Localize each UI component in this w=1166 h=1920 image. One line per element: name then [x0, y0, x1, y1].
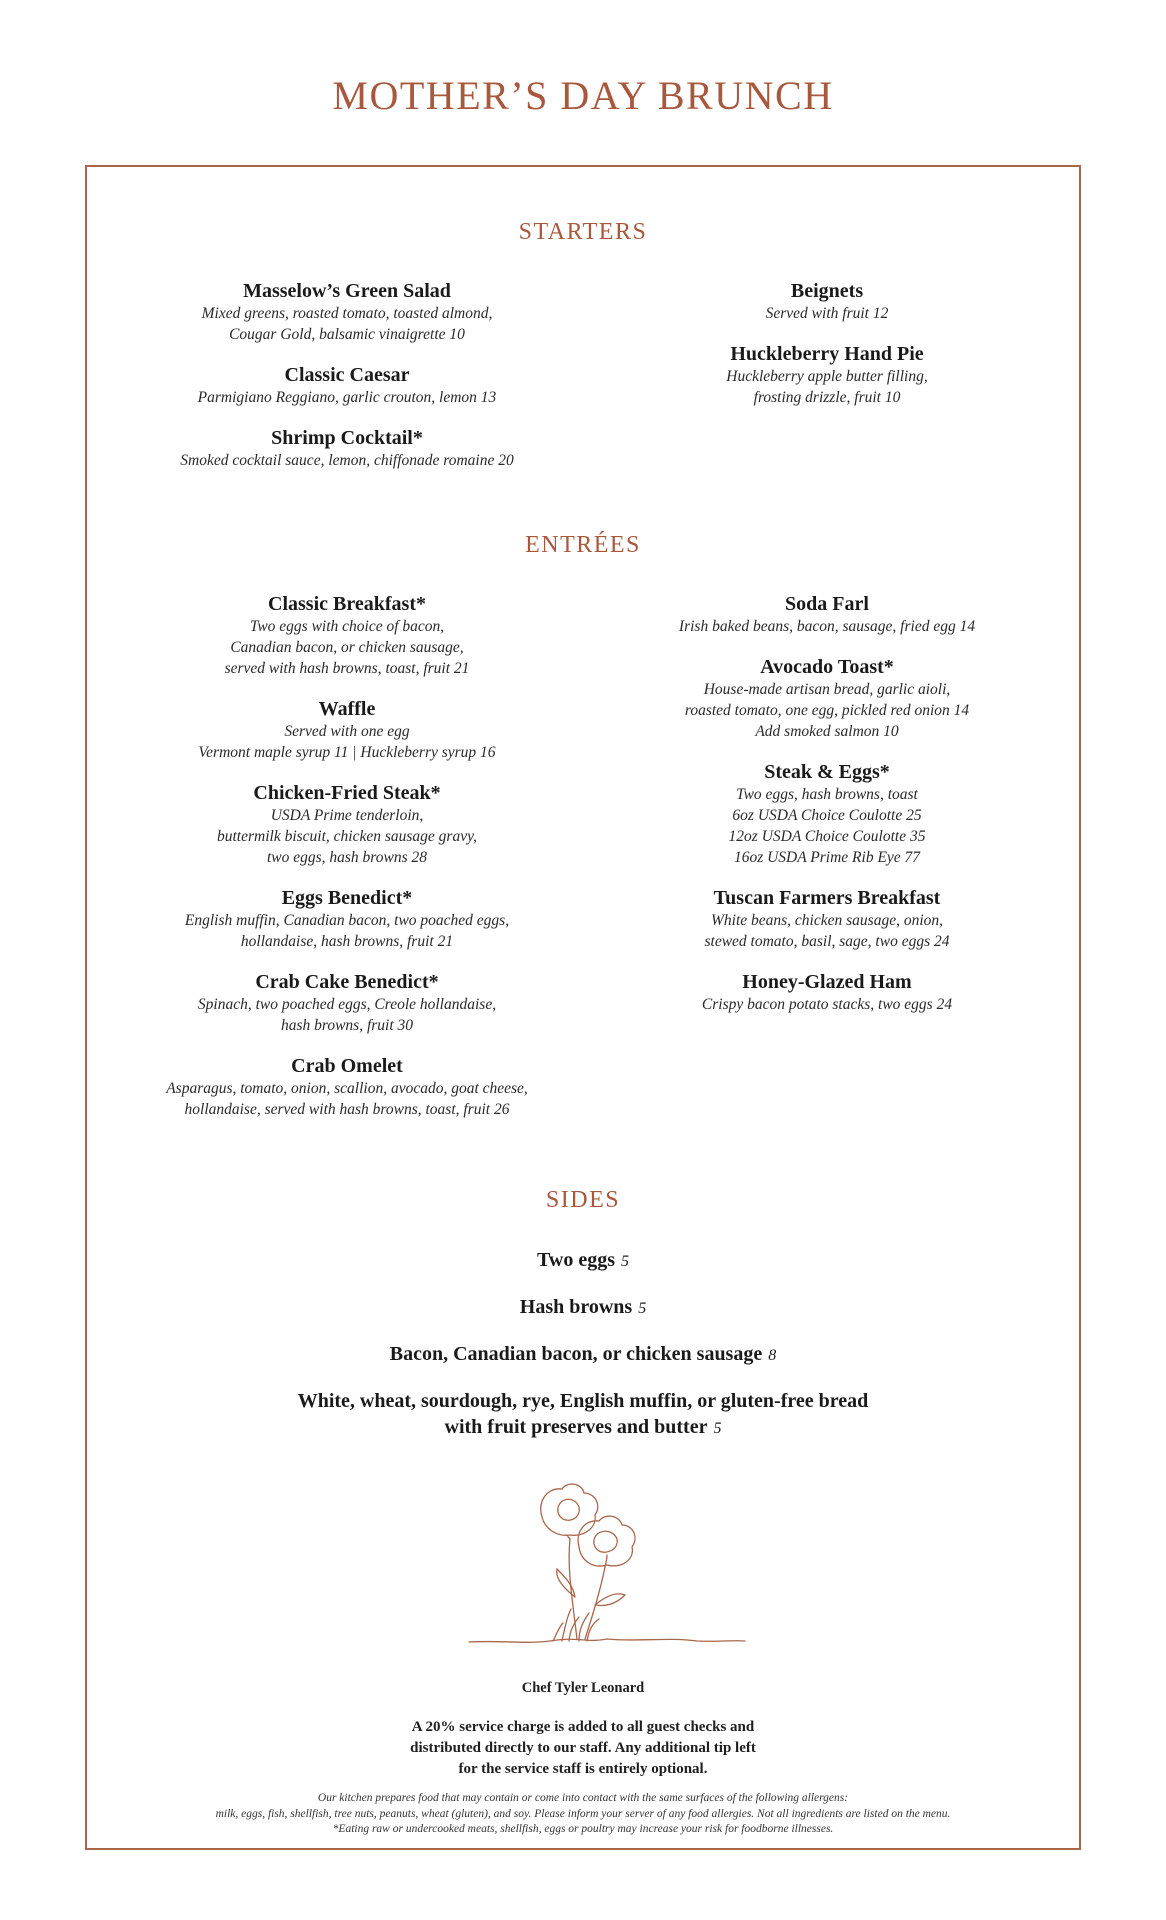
- section-title-entrees: ENTRÉES: [525, 532, 641, 558]
- menu-item-description: 6oz USDA Choice Coulotte 25: [732, 807, 922, 824]
- side-item-name: Hash browns: [519, 1296, 633, 1318]
- service-charge-note: [87, 1717, 1079, 1780]
- section-title-sides: SIDES: [545, 1187, 621, 1213]
- chef-name: Chef Tyler Leonard: [521, 1680, 645, 1696]
- menu-item-name: Crab Omelet: [291, 1055, 403, 1077]
- menu-item-name: Crab Cake Benedict*: [255, 971, 439, 993]
- side-item: [87, 1294, 1079, 1322]
- menu-item-description: hollandaise, hash browns, fruit 21: [240, 933, 454, 950]
- menu-item-description: 12oz USDA Choice Coulotte 35: [728, 828, 926, 845]
- flower-illustration-icon: [467, 1477, 747, 1667]
- sides-list: [87, 1247, 1079, 1461]
- menu-item-name: Classic Breakfast*: [268, 593, 426, 615]
- entrees-right-column: [617, 592, 1037, 1033]
- menu-item: [127, 886, 567, 952]
- menu-item-description: Crispy bacon potato stacks, two eggs 24: [701, 996, 953, 1013]
- menu-item-description: Served with fruit 12: [765, 305, 889, 322]
- menu-item-name: Chicken-Fried Steak*: [253, 782, 441, 804]
- menu-item: [127, 279, 567, 345]
- menu-item: [127, 697, 567, 763]
- service-note-line: for the service staff is entirely optional.: [458, 1761, 708, 1777]
- menu-item-name: Honey-Glazed Ham: [742, 971, 912, 993]
- menu-item: [617, 592, 1037, 637]
- allergen-note-line: milk, eggs, fish, shellfish, tree nuts, peanuts, wheat (gluten), and soy. Please inform your server of any food allergies. Not all ingredients are listed on the menu.: [215, 1807, 951, 1820]
- menu-item-description: Served with one egg: [284, 723, 410, 740]
- page-title: MOTHER’S DAY BRUNCH: [332, 73, 834, 118]
- allergen-note-line: *Eating raw or undercooked meats, shellfish, eggs or poultry may increase your risk for foodborne illnesses.: [332, 1823, 834, 1835]
- menu-item: [127, 1054, 567, 1120]
- side-item-price: 5: [638, 1300, 647, 1317]
- menu-item-description: English muffin, Canadian bacon, two poached eggs,: [184, 912, 510, 929]
- menu-item: [127, 363, 567, 408]
- entrees-left-column: [127, 592, 567, 1138]
- menu-frame: [85, 165, 1081, 1850]
- menu-item-description: frosting drizzle, fruit 10: [753, 389, 901, 406]
- menu-item-description: Irish baked beans, bacon, sausage, fried egg 14: [678, 618, 976, 635]
- menu-item: [617, 886, 1037, 952]
- menu-item-name: Steak & Eggs*: [764, 761, 890, 783]
- menu-item: [617, 760, 1037, 868]
- starters-left-column: [127, 279, 567, 489]
- menu-item: [617, 970, 1037, 1015]
- menu-item: [617, 655, 1037, 742]
- menu-item-name: Avocado Toast*: [760, 656, 894, 678]
- service-note-line: distributed directly to our staff. Any additional tip left: [410, 1740, 756, 1756]
- side-item-price: 8: [768, 1347, 777, 1364]
- menu-item-description: Two eggs, hash browns, toast: [736, 786, 918, 803]
- menu-item: [127, 970, 567, 1036]
- side-item-price: 5: [713, 1420, 722, 1437]
- side-item-name: Bacon, Canadian bacon, or chicken sausage: [389, 1343, 763, 1365]
- menu-item-description: Add smoked salmon 10: [755, 723, 899, 740]
- menu-item-description: Two eggs with choice of bacon,: [249, 618, 445, 635]
- menu-item-description: buttermilk biscuit, chicken sausage gravy,: [217, 828, 477, 845]
- menu-item-description: House-made artisan bread, garlic aioli,: [703, 681, 951, 698]
- menu-item-name: Beignets: [790, 280, 864, 302]
- menu-item-description: Vermont maple syrup 11 | Huckleberry syrup 16: [198, 744, 496, 761]
- menu-item-description: Cougar Gold, balsamic vinaigrette 10: [229, 326, 465, 343]
- side-item-price: 5: [620, 1253, 629, 1270]
- menu-item-name: Eggs Benedict*: [281, 887, 413, 909]
- starters-right-column: [617, 279, 1037, 426]
- allergen-note-line: Our kitchen prepares food that may contain or come into contact with the same surfaces of the following allergens:: [317, 1792, 849, 1804]
- menu-item-description: Parmigiano Reggiano, garlic crouton, lemon 13: [197, 389, 497, 406]
- menu-item-description: two eggs, hash browns 28: [266, 849, 428, 866]
- menu-item-description: 16oz USDA Prime Rib Eye 77: [733, 849, 921, 866]
- side-item: [87, 1341, 1079, 1369]
- menu-item-name: Shrimp Cocktail*: [271, 427, 423, 449]
- menu-item-name: Huckleberry Hand Pie: [730, 343, 924, 365]
- menu-item: [617, 342, 1037, 408]
- menu-item: [127, 781, 567, 868]
- menu-item-description: Mixed greens, roasted tomato, toasted almond,: [201, 305, 493, 322]
- menu-item-description: roasted tomato, one egg, pickled red onion 14: [684, 702, 970, 719]
- side-item-name: Two eggs: [537, 1249, 615, 1271]
- menu-item: [127, 592, 567, 679]
- menu-item: [127, 426, 567, 471]
- menu-item-name: Tuscan Farmers Breakfast: [713, 887, 941, 909]
- menu-item-description: USDA Prime tenderloin,: [270, 807, 424, 824]
- menu-item: [617, 279, 1037, 324]
- menu-item-description: hollandaise, served with hash browns, toast, fruit 26: [184, 1101, 510, 1118]
- menu-item-description: Canadian bacon, or chicken sausage,: [230, 639, 464, 656]
- side-item: [87, 1247, 1079, 1275]
- side-item-name: White, wheat, sourdough, rye, English muffin, or gluten-free bread: [297, 1390, 869, 1412]
- menu-item-description: Huckleberry apple butter filling,: [726, 368, 928, 385]
- menu-item-name: Masselow’s Green Salad: [243, 280, 451, 302]
- menu-item-description: Asparagus, tomato, onion, scallion, avocado, goat cheese,: [166, 1080, 528, 1097]
- menu-item-name: Soda Farl: [785, 593, 869, 615]
- side-item-name: with fruit preserves and butter: [444, 1416, 708, 1438]
- menu-item-name: Classic Caesar: [284, 364, 410, 386]
- menu-item-description: stewed tomato, basil, sage, two eggs 24: [704, 933, 950, 950]
- menu-item-description: hash browns, fruit 30: [280, 1017, 414, 1034]
- menu-item-description: served with hash browns, toast, fruit 21: [224, 660, 470, 677]
- menu-item-description: Spinach, two poached eggs, Creole hollandaise,: [197, 996, 497, 1013]
- menu-item-description: Smoked cocktail sauce, lemon, chiffonade romaine 20: [180, 452, 514, 469]
- allergen-notice: [87, 1791, 1079, 1838]
- menu-item-description: White beans, chicken sausage, onion,: [710, 912, 943, 929]
- side-item: [87, 1388, 1079, 1442]
- service-note-line: A 20% service charge is added to all guest checks and: [411, 1719, 755, 1735]
- menu-item-name: Waffle: [318, 698, 376, 720]
- section-title-starters: STARTERS: [518, 219, 648, 245]
